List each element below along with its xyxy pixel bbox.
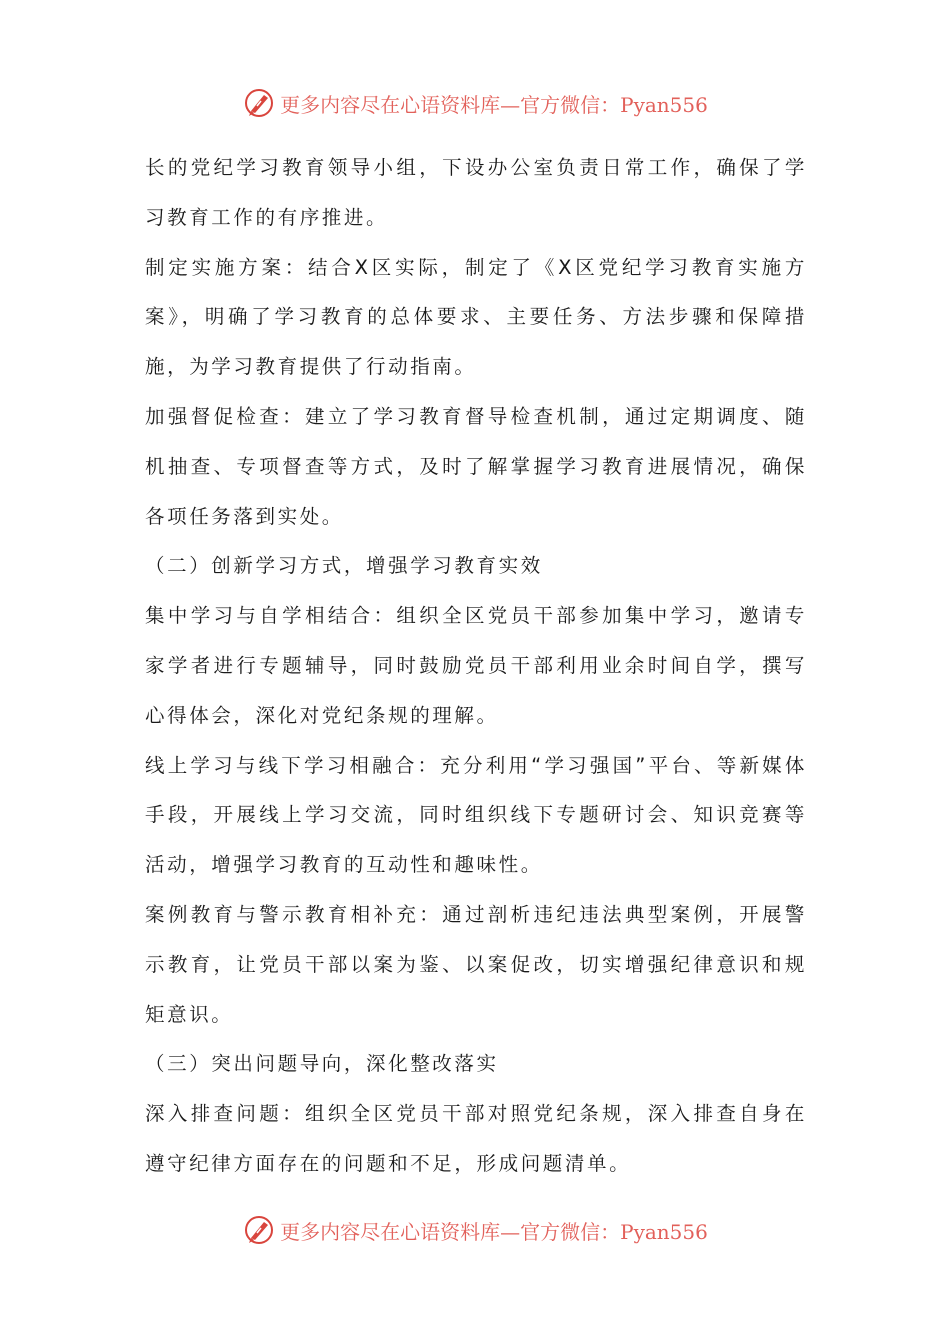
- watermark-text: 更多内容尽在心语资料库—官方微信：Pyan556: [280, 92, 708, 117]
- paragraph-7: 深入排查问题：组织全区党员干部对照党纪条规，深入排查自身在遵守纪律方面存在的问题和不足，形成问题清单。: [145, 1102, 807, 1175]
- footer-watermark-banner: [0, 1210, 950, 1250]
- pen-nib-icon: [242, 1213, 276, 1247]
- section-heading-3: （三）突出问题导向，深化整改落实: [145, 1052, 499, 1076]
- paragraph-2: 制定实施方案：结合X区实际，制定了《X区党纪学习教育实施方案》，明确了学习教育的总体要求、主要任务、方法步骤和保障措施，为学习教育提供了行动指南。: [145, 255, 807, 379]
- document-body: [145, 143, 807, 1189]
- paragraph-3: 加强督促检查：建立了学习教育督导检查机制，通过定期调度、随机抽查、专项督查等方式，及时了解掌握学习教育进展情况，确保各项任务落到实处。: [145, 404, 807, 528]
- section-heading-2: （二）创新学习方式，增强学习教育实效: [145, 554, 543, 578]
- paragraph-1: 长的党纪学习教育领导小组，下设办公室负责日常工作，确保了学习教育工作的有序推进。: [145, 156, 807, 229]
- header-watermark-banner: [0, 83, 950, 123]
- pen-nib-icon: [242, 86, 276, 120]
- paragraph-6: 案例教育与警示教育相补充：通过剖析违纪违法典型案例，开展警示教育，让党员干部以案为鉴、以案促改，切实增强纪律意识和规矩意识。: [145, 902, 807, 1026]
- paragraph-5: 线上学习与线下学习相融合：充分利用“学习强国”平台、等新媒体手段，开展线上学习交流，同时组织线下专题研讨会、知识竞赛等活动，增强学习教育的互动性和趣味性。: [145, 753, 807, 877]
- watermark-text: 更多内容尽在心语资料库—官方微信：Pyan556: [280, 1219, 708, 1244]
- paragraph-4: 集中学习与自学相结合：组织全区党员干部参加集中学习，邀请专家学者进行专题辅导，同时鼓励党员干部利用业余时间自学，撰写心得体会，深化对党纪条规的理解。: [145, 604, 807, 727]
